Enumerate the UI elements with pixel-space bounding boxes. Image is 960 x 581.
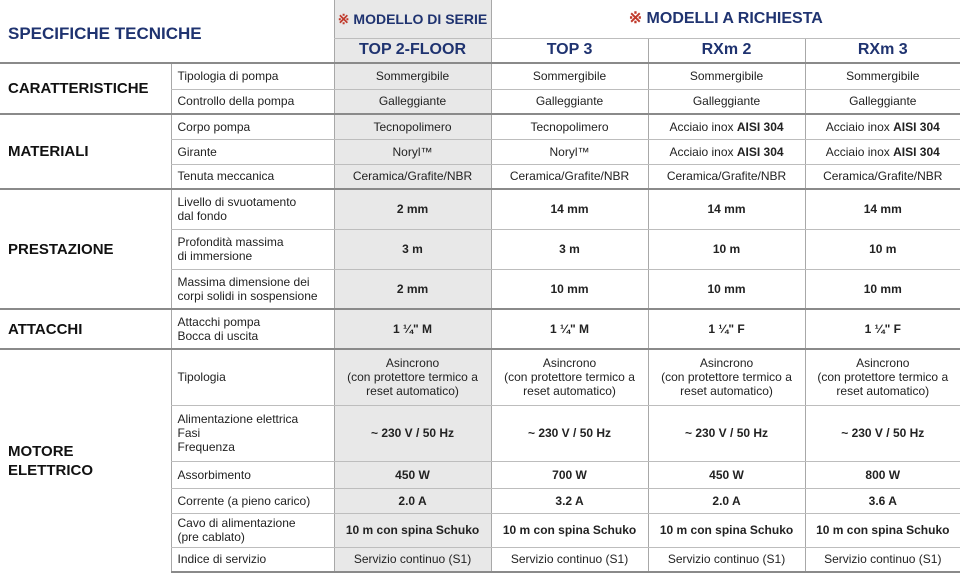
row-label: Massima dimensione dei corpi solidi in sospensione — [171, 269, 334, 309]
value-cell: Ceramica/Grafite/NBR — [491, 164, 648, 189]
value-cell: Sommergibile — [805, 63, 960, 89]
value-cell: ~ 230 V / 50 Hz — [648, 405, 805, 461]
value-cell: Tecnopolimero — [334, 114, 491, 139]
value-cell: 450 W — [334, 461, 491, 488]
row-label: Girante — [171, 139, 334, 164]
row-label: Profondità massima di immersione — [171, 229, 334, 269]
row-label: Cavo di alimentazione (pre cablato) — [171, 513, 334, 547]
value-cell: 3 m — [334, 229, 491, 269]
value-cell: 3.6 A — [805, 488, 960, 513]
table-row — [0, 63, 960, 89]
table-row — [0, 349, 960, 405]
section-name: MOTORE ELETTRICO — [0, 349, 171, 572]
value-cell: 450 W — [648, 461, 805, 488]
value-cell: Galleggiante — [805, 89, 960, 114]
value-cell: Noryl™ — [334, 139, 491, 164]
request-label: ※ MODELLI A RICHIESTA — [491, 0, 960, 38]
value-cell: 2 mm — [334, 189, 491, 229]
value-cell: 10 m — [805, 229, 960, 269]
value-cell: 10 m — [648, 229, 805, 269]
value-cell: 3 m — [491, 229, 648, 269]
value-cell: Acciaio inox AISI 304 — [805, 114, 960, 139]
value-cell: 800 W — [805, 461, 960, 488]
section-name: ATTACCHI — [0, 309, 171, 349]
model-header: TOP 2-FLOOR — [334, 38, 491, 63]
value-cell: ~ 230 V / 50 Hz — [491, 405, 648, 461]
value-cell: 2 mm — [334, 269, 491, 309]
value-cell: 10 mm — [648, 269, 805, 309]
value-cell: Acciaio inox AISI 304 — [648, 139, 805, 164]
value-cell: 14 mm — [805, 189, 960, 229]
value-cell: 10 m con spina Schuko — [648, 513, 805, 547]
value-cell: Servizio continuo (S1) — [491, 547, 648, 572]
row-label: Alimentazione elettrica Fasi Frequenza — [171, 405, 334, 461]
value-cell: Acciaio inox AISI 304 — [648, 114, 805, 139]
value-cell: Ceramica/Grafite/NBR — [648, 164, 805, 189]
value-cell: 1 ¼" F — [648, 309, 805, 349]
value-cell: Asincrono (con protettore termico a reset automatico) — [491, 349, 648, 405]
value-cell: Sommergibile — [491, 63, 648, 89]
value-cell: 1 ¼" M — [491, 309, 648, 349]
model-header: RXm 2 — [648, 38, 805, 63]
value-cell: Sommergibile — [334, 63, 491, 89]
model-header: TOP 3 — [491, 38, 648, 63]
value-cell: Asincrono (con protettore termico a reset automatico) — [805, 349, 960, 405]
row-label: Controllo della pompa — [171, 89, 334, 114]
row-label: Assorbimento — [171, 461, 334, 488]
page-title: SPECIFICHE TECNICHE — [8, 24, 202, 43]
row-label: Livello di svuotamento dal fondo — [171, 189, 334, 229]
section-name: CARATTERISTICHE — [0, 63, 171, 114]
value-cell: Tecnopolimero — [491, 114, 648, 139]
section-name: MATERIALI — [0, 114, 171, 189]
value-cell: Galleggiante — [648, 89, 805, 114]
value-cell: 14 mm — [648, 189, 805, 229]
value-cell: Asincrono (con protettore termico a reset automatico) — [334, 349, 491, 405]
row-label: Tenuta meccanica — [171, 164, 334, 189]
table-row — [0, 309, 960, 349]
value-cell: 3.2 A — [491, 488, 648, 513]
table-row — [0, 189, 960, 229]
value-cell: Ceramica/Grafite/NBR — [334, 164, 491, 189]
value-cell: 1 ¼" F — [805, 309, 960, 349]
value-cell: 1 ¼" M — [334, 309, 491, 349]
value-cell: Servizio continuo (S1) — [334, 547, 491, 572]
series-label: ※ MODELLO DI SERIE — [334, 0, 491, 38]
value-cell: Sommergibile — [648, 63, 805, 89]
row-label: Corrente (a pieno carico) — [171, 488, 334, 513]
row-label: Tipologia — [171, 349, 334, 405]
row-label: Indice di servizio — [171, 547, 334, 572]
row-label: Attacchi pompa Bocca di uscita — [171, 309, 334, 349]
value-cell: 2.0 A — [334, 488, 491, 513]
model-header: RXm 3 — [805, 38, 960, 63]
value-cell: 10 m con spina Schuko — [334, 513, 491, 547]
value-cell: 10 mm — [491, 269, 648, 309]
value-cell: Noryl™ — [491, 139, 648, 164]
value-cell: Servizio continuo (S1) — [648, 547, 805, 572]
value-cell: Servizio continuo (S1) — [805, 547, 960, 572]
value-cell: Ceramica/Grafite/NBR — [805, 164, 960, 189]
value-cell: 700 W — [491, 461, 648, 488]
value-cell: ~ 230 V / 50 Hz — [334, 405, 491, 461]
value-cell: ~ 230 V / 50 Hz — [805, 405, 960, 461]
value-cell: 10 m con spina Schuko — [805, 513, 960, 547]
value-cell: Asincrono (con protettore termico a reset automatico) — [648, 349, 805, 405]
value-cell: 10 mm — [805, 269, 960, 309]
value-cell: 10 m con spina Schuko — [491, 513, 648, 547]
row-label: Tipologia di pompa — [171, 63, 334, 89]
value-cell: Galleggiante — [491, 89, 648, 114]
value-cell: Galleggiante — [334, 89, 491, 114]
row-label: Corpo pompa — [171, 114, 334, 139]
section-name: PRESTAZIONE — [0, 189, 171, 309]
value-cell: Acciaio inox AISI 304 — [805, 139, 960, 164]
value-cell: 14 mm — [491, 189, 648, 229]
table-row — [0, 114, 960, 139]
value-cell: 2.0 A — [648, 488, 805, 513]
